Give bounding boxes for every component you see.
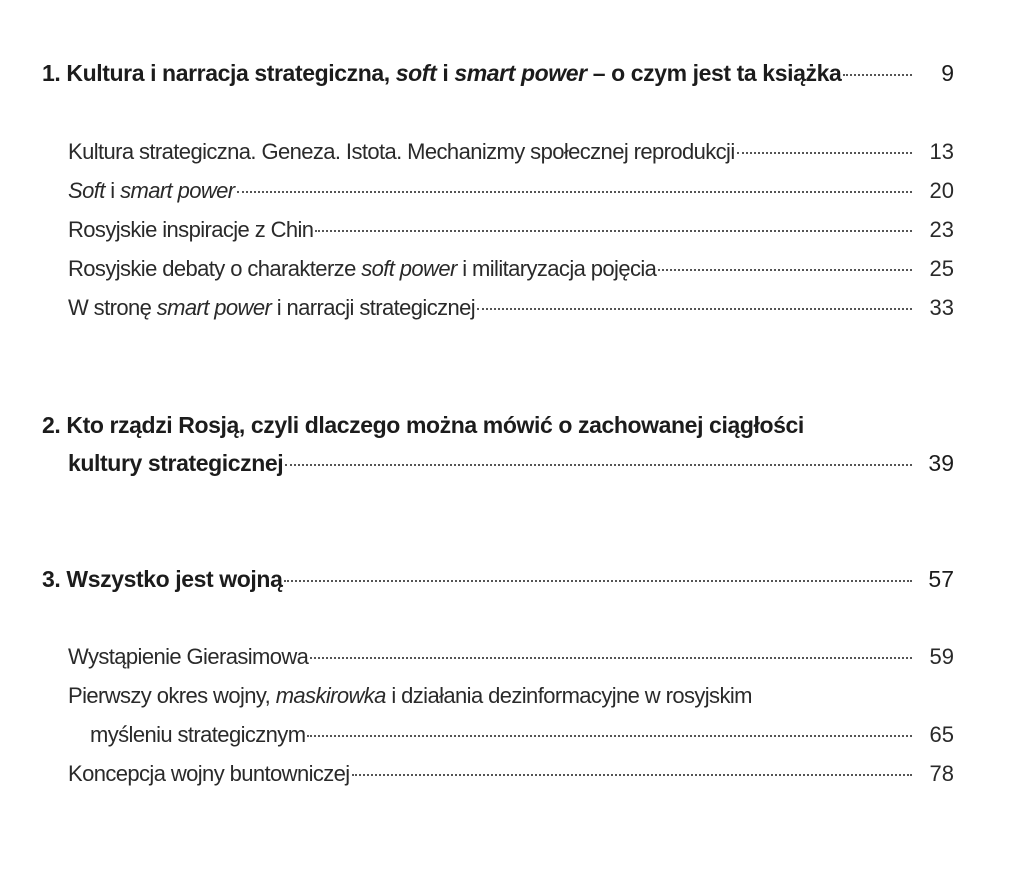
chapter-2-number: 2. xyxy=(42,412,61,438)
toc-section[interactable] xyxy=(68,217,954,253)
section-title-em: maskirowka xyxy=(275,683,386,708)
section-title-pre: W stronę xyxy=(68,295,152,320)
chapter-2-title-line2: kultury strategicznej xyxy=(68,450,284,476)
section-title-pre: Pierwszy okres wojny, xyxy=(68,683,271,708)
section-title-mid: i xyxy=(110,178,115,203)
section-title-pre: Rosyjskie debaty o charakterze xyxy=(68,256,356,281)
chapter-1-number: 1. xyxy=(42,60,61,86)
section-page: 65 xyxy=(929,722,954,747)
section-title-em: soft power xyxy=(361,256,457,281)
dot-leader xyxy=(477,308,912,310)
dot-leader xyxy=(307,735,912,737)
section-title xyxy=(68,178,235,204)
toc-section[interactable] xyxy=(68,139,954,175)
section-title-post: i narracji strategicznej xyxy=(276,295,476,320)
chapter-3-number: 3. xyxy=(42,566,61,592)
section-page: 59 xyxy=(929,644,954,669)
chapter-2-title-text: Kto rządzi Rosją, czyli dlaczego można mówić o zachowanej ciągłości xyxy=(66,412,804,438)
chapter-3-page: 57 xyxy=(928,566,954,592)
section-title-continued: myśleniu strategicznym xyxy=(90,722,306,747)
section-page: 13 xyxy=(929,139,954,164)
section-title-em2: smart power xyxy=(120,178,235,203)
toc-section[interactable] xyxy=(90,722,954,758)
section-page: 23 xyxy=(929,217,954,242)
toc-chapter-3[interactable] xyxy=(42,566,954,602)
dot-leader xyxy=(658,269,912,271)
dot-leader xyxy=(315,230,912,232)
section-title: Rosyjskie inspiracje z Chin xyxy=(68,217,314,242)
dot-leader xyxy=(737,152,912,154)
dot-leader xyxy=(352,774,912,776)
section-title-post: i działania dezinformacyjne w rosyjskim xyxy=(391,683,752,708)
section-title-em1: Soft xyxy=(68,178,105,203)
dot-leader xyxy=(237,191,913,193)
chapter-2-page: 39 xyxy=(928,450,954,476)
chapter-1-title-post: – o czym jest ta książka xyxy=(592,60,842,86)
section-title: Koncepcja wojny buntowniczej xyxy=(68,761,350,786)
chapter-1-title-em2: smart power xyxy=(454,60,587,86)
section-title-post: i militaryzacja pojęcia xyxy=(462,256,657,281)
toc-chapter-1[interactable] xyxy=(42,60,954,96)
toc-section[interactable] xyxy=(68,256,954,292)
toc-section[interactable] xyxy=(68,644,954,680)
toc-section[interactable] xyxy=(68,178,954,214)
chapter-1-title-em1: soft xyxy=(395,60,437,86)
chapter-3-title-text: Wszystko jest wojną xyxy=(66,566,283,592)
chapter-1-page: 9 xyxy=(941,60,954,86)
section-title: Wystąpienie Gierasimowa xyxy=(68,644,309,669)
section-page: 78 xyxy=(929,761,954,786)
chapter-2-title-line1 xyxy=(42,412,804,439)
toc-chapter-2-line1[interactable] xyxy=(42,412,954,448)
chapter-3-title xyxy=(42,566,282,593)
toc-section[interactable] xyxy=(68,761,954,797)
toc-section-line1[interactable] xyxy=(68,683,954,719)
section-page: 20 xyxy=(929,178,954,203)
chapter-1-title xyxy=(42,60,841,87)
section-page: 33 xyxy=(929,295,954,320)
dot-leader xyxy=(284,580,912,582)
section-title-em: smart power xyxy=(156,295,272,320)
section-title xyxy=(68,295,475,321)
toc-section[interactable] xyxy=(68,295,954,331)
toc-chapter-2[interactable] xyxy=(68,450,954,486)
dot-leader xyxy=(843,74,912,76)
section-title xyxy=(68,683,752,709)
chapter-1-title-pre: Kultura i narracja strategiczna, xyxy=(66,60,390,86)
dot-leader xyxy=(310,657,912,659)
section-page: 25 xyxy=(929,256,954,281)
section-title xyxy=(68,256,656,282)
chapter-1-title-mid: i xyxy=(442,60,449,86)
dot-leader xyxy=(285,464,912,466)
section-title: Kultura strategiczna. Geneza. Istota. Mechanizmy społecznej reprodukcji xyxy=(68,139,735,164)
